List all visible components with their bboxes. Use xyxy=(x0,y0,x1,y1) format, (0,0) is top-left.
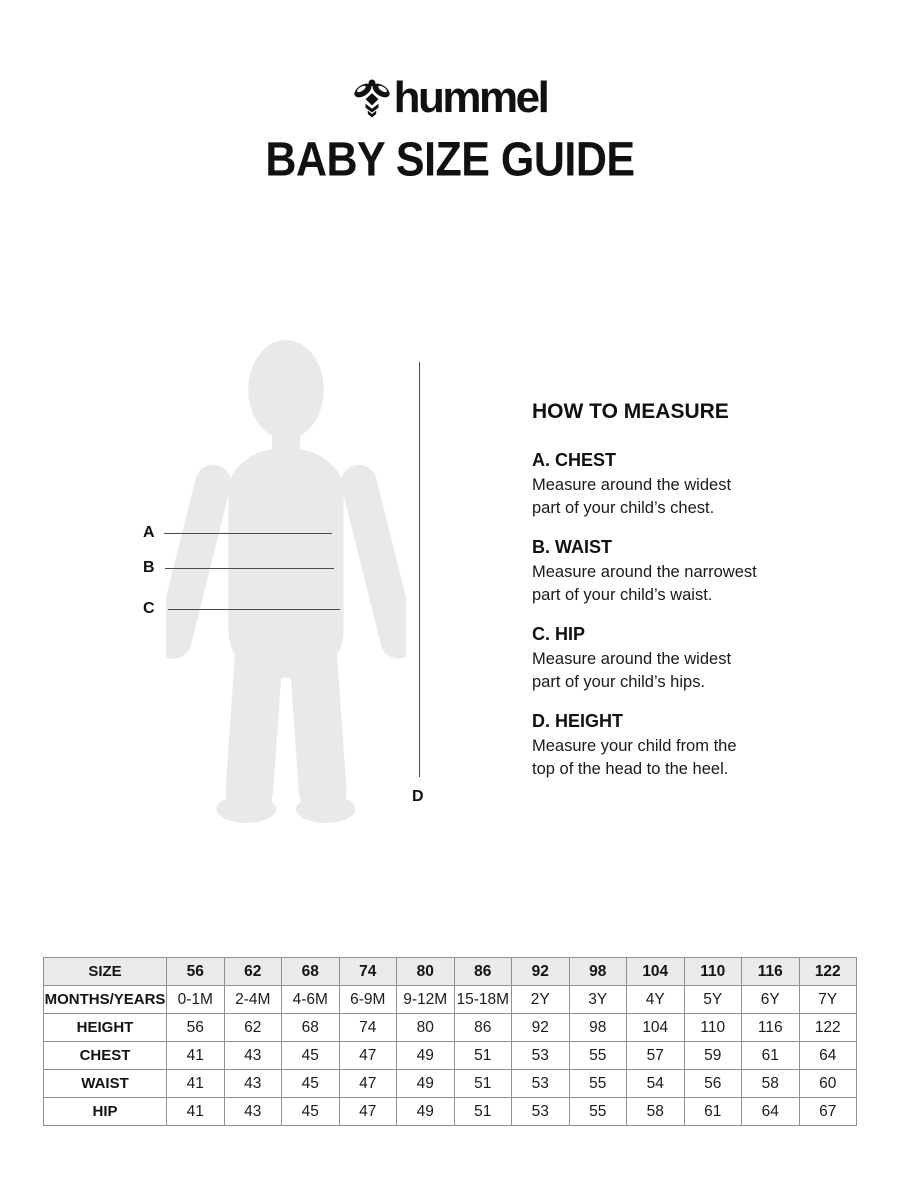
size-header-cell: 74 xyxy=(339,958,397,986)
table-cell: 62 xyxy=(224,1014,282,1042)
size-header-cell: 80 xyxy=(397,958,455,986)
table-row-months-years xyxy=(44,986,857,1014)
table-cell: 45 xyxy=(282,1042,340,1070)
table-row-chest xyxy=(44,1042,857,1070)
table-cell: 74 xyxy=(339,1014,397,1042)
table-cell: 6Y xyxy=(742,986,800,1014)
table-cell: 41 xyxy=(167,1042,225,1070)
table-cell: 3Y xyxy=(569,986,627,1014)
measure-text-line: Measure around the widest xyxy=(532,650,732,668)
measure-heading-height: D. HEIGHT xyxy=(532,711,624,731)
table-cell: 98 xyxy=(569,1014,627,1042)
table-cell: 54 xyxy=(627,1070,685,1098)
table-cell: 57 xyxy=(627,1042,685,1070)
measure-text-line: part of your child’s hips. xyxy=(532,673,706,691)
table-cell: 64 xyxy=(799,1042,857,1070)
size-table xyxy=(43,957,857,1126)
row-label-months-years: MONTHS/YEARS xyxy=(44,986,167,1014)
table-row-waist xyxy=(44,1070,857,1098)
table-cell: 80 xyxy=(397,1014,455,1042)
table-row-height xyxy=(44,1014,857,1042)
height-label-d: D xyxy=(412,788,424,805)
baby-silhouette xyxy=(166,338,406,825)
measure-text-line: top of the head to the heel. xyxy=(532,760,729,778)
measure-heading-hip: C. HIP xyxy=(532,624,586,644)
table-cell: 56 xyxy=(167,1014,225,1042)
table-cell: 47 xyxy=(339,1070,397,1098)
table-row-hip xyxy=(44,1098,857,1126)
table-cell: 6-9M xyxy=(339,986,397,1014)
table-cell: 67 xyxy=(799,1098,857,1126)
table-cell: 122 xyxy=(799,1014,857,1042)
waist-label-b: B xyxy=(143,559,155,576)
table-cell: 58 xyxy=(742,1070,800,1098)
chest-line-a xyxy=(164,533,332,534)
table-cell: 51 xyxy=(454,1098,512,1126)
hip-label-c: C xyxy=(143,600,155,617)
height-line-d xyxy=(419,362,420,777)
measure-section-hip xyxy=(532,624,782,694)
size-header-cell: 110 xyxy=(684,958,742,986)
table-cell: 2Y xyxy=(512,986,570,1014)
measure-text-line: Measure around the narrowest xyxy=(532,563,757,581)
row-label-waist: WAIST xyxy=(44,1070,167,1098)
how-to-measure-panel xyxy=(532,400,782,798)
table-row-size xyxy=(44,958,857,986)
how-to-measure-title: HOW TO MEASURE xyxy=(532,400,729,423)
measure-heading-chest: A. CHEST xyxy=(532,450,617,470)
table-cell: 49 xyxy=(397,1070,455,1098)
table-cell: 5Y xyxy=(684,986,742,1014)
table-cell: 41 xyxy=(167,1098,225,1126)
hip-line-c xyxy=(168,609,340,610)
size-header-cell: 104 xyxy=(627,958,685,986)
table-cell: 43 xyxy=(224,1098,282,1126)
table-cell: 15-18M xyxy=(454,986,512,1014)
table-cell: 4-6M xyxy=(282,986,340,1014)
table-cell: 7Y xyxy=(799,986,857,1014)
table-cell: 47 xyxy=(339,1098,397,1126)
table-cell: 104 xyxy=(627,1014,685,1042)
row-label-size: SIZE xyxy=(44,958,167,986)
table-cell: 110 xyxy=(684,1014,742,1042)
table-cell: 86 xyxy=(454,1014,512,1042)
table-cell: 9-12M xyxy=(397,986,455,1014)
table-cell: 55 xyxy=(569,1098,627,1126)
table-cell: 4Y xyxy=(627,986,685,1014)
brand-wordmark: hummel xyxy=(393,73,548,122)
size-header-cell: 62 xyxy=(224,958,282,986)
table-cell: 45 xyxy=(282,1070,340,1098)
table-cell: 68 xyxy=(282,1014,340,1042)
measure-heading-waist: B. WAIST xyxy=(532,537,612,557)
table-cell: 56 xyxy=(684,1070,742,1098)
page-title-text: BABY SIZE GUIDE xyxy=(265,132,635,187)
table-cell: 58 xyxy=(627,1098,685,1126)
row-label-chest: CHEST xyxy=(44,1042,167,1070)
size-header-cell: 68 xyxy=(282,958,340,986)
table-cell: 45 xyxy=(282,1098,340,1126)
row-label-height: HEIGHT xyxy=(44,1014,167,1042)
table-cell: 116 xyxy=(742,1014,800,1042)
measure-section-chest xyxy=(532,450,782,520)
table-cell: 51 xyxy=(454,1070,512,1098)
table-cell: 43 xyxy=(224,1070,282,1098)
size-header-cell: 86 xyxy=(454,958,512,986)
table-cell: 64 xyxy=(742,1098,800,1126)
measure-section-height xyxy=(532,711,782,781)
table-cell: 49 xyxy=(397,1098,455,1126)
measure-text-line: part of your child’s chest. xyxy=(532,499,715,517)
table-cell: 92 xyxy=(512,1014,570,1042)
size-header-cell: 56 xyxy=(167,958,225,986)
table-cell: 60 xyxy=(799,1070,857,1098)
table-cell: 43 xyxy=(224,1042,282,1070)
table-cell: 61 xyxy=(742,1042,800,1070)
table-cell: 41 xyxy=(167,1070,225,1098)
measure-text-line: part of your child’s waist. xyxy=(532,586,713,604)
size-header-cell: 116 xyxy=(742,958,800,986)
table-cell: 55 xyxy=(569,1070,627,1098)
table-cell: 53 xyxy=(512,1098,570,1126)
measure-section-waist xyxy=(532,537,782,607)
measure-text-line: Measure around the widest xyxy=(532,476,732,494)
row-label-hip: HIP xyxy=(44,1098,167,1126)
chest-label-a: A xyxy=(143,524,155,541)
table-cell: 51 xyxy=(454,1042,512,1070)
table-cell: 2-4M xyxy=(224,986,282,1014)
table-cell: 61 xyxy=(684,1098,742,1126)
table-cell: 49 xyxy=(397,1042,455,1070)
table-cell: 53 xyxy=(512,1070,570,1098)
table-cell: 53 xyxy=(512,1042,570,1070)
waist-line-b xyxy=(165,568,334,569)
measure-text-line: Measure your child from the xyxy=(532,737,737,755)
table-cell: 55 xyxy=(569,1042,627,1070)
table-cell: 47 xyxy=(339,1042,397,1070)
size-header-cell: 98 xyxy=(569,958,627,986)
size-header-cell: 92 xyxy=(512,958,570,986)
table-cell: 0-1M xyxy=(167,986,225,1014)
table-cell: 59 xyxy=(684,1042,742,1070)
size-header-cell: 122 xyxy=(799,958,857,986)
